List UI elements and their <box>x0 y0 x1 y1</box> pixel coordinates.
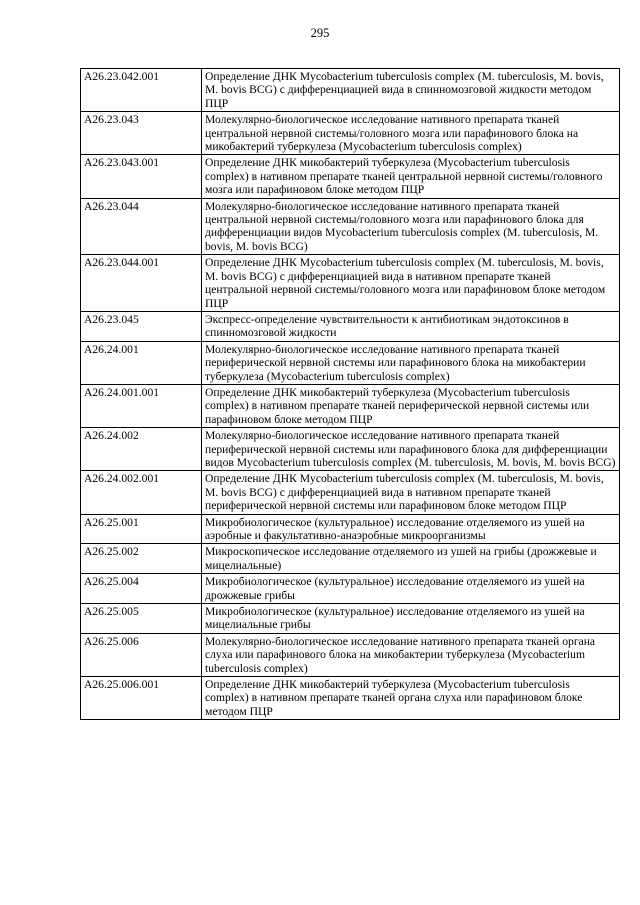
procedure-description: Молекулярно-биологическое исследование нативного препарата тканей периферической нервной системы или парафинового блока для дифференциации видов Mycobacterium tuberculosis complex (M. tuberculosis, M. bovis, M. bovis BCG) <box>202 428 620 471</box>
table-row <box>81 574 620 604</box>
procedure-description: Определение ДНК микобактерий туберкулеза (Mycobacterium tuberculosis complex) в нативном препарате тканей периферической нервной системы или парафиновом блоке методом ПЦР <box>202 384 620 427</box>
procedure-code: A26.23.045 <box>81 311 202 341</box>
table-row <box>81 428 620 471</box>
procedure-description: Экспресс-определение чувствительности к антибиотикам эндотоксинов в спинномозговой жидкости <box>202 311 620 341</box>
table-row <box>81 677 620 720</box>
table-row <box>81 604 620 634</box>
table-row <box>81 633 620 676</box>
procedure-description: Молекулярно-биологическое исследование нативного препарата тканей периферической нервной системы или парафинового блока на микобактерии туберкулеза (Mycobacterium tuberculosis complex) <box>202 341 620 384</box>
table-row <box>81 198 620 255</box>
procedure-code: A26.24.002.001 <box>81 471 202 514</box>
table-row <box>81 112 620 155</box>
procedure-code: A26.24.002 <box>81 428 202 471</box>
procedure-description: Молекулярно-биологическое исследование нативного препарата тканей центральной нервной системы/головного мозга или парафинового блока на микобактерий туберкулеза (Mycobacterium tuberculosis complex) <box>202 112 620 155</box>
table-row <box>81 384 620 427</box>
procedure-description: Микроскопическое исследование отделяемого из ушей на грибы (дрожжевые и мицелиальные) <box>202 544 620 574</box>
procedure-code: A26.25.004 <box>81 574 202 604</box>
procedure-code: A26.25.001 <box>81 514 202 544</box>
table-row <box>81 255 620 312</box>
procedure-code: A26.25.006.001 <box>81 677 202 720</box>
procedure-description: Микробиологическое (культуральное) исследование отделяемого из ушей на мицелиальные грибы <box>202 604 620 634</box>
procedure-description: Определение ДНК Mycobacterium tuberculosis complex (M. tuberculosis, M. bovis, M. bovis BCG) с дифференциацией вида в нативном препарате тканей центральной нервной системы/головного мозга или парафиновом блоке методом ПЦР <box>202 255 620 312</box>
procedure-code: A26.23.042.001 <box>81 69 202 112</box>
procedure-code: A26.23.044 <box>81 198 202 255</box>
procedure-code: A26.24.001.001 <box>81 384 202 427</box>
procedures-table-body <box>81 69 620 720</box>
procedure-code: A26.23.043.001 <box>81 155 202 198</box>
procedure-code: A26.24.001 <box>81 341 202 384</box>
table-row <box>81 471 620 514</box>
procedure-code: A26.25.005 <box>81 604 202 634</box>
procedure-code: A26.25.002 <box>81 544 202 574</box>
procedure-description: Определение ДНК Mycobacterium tuberculosis complex (M. tuberculosis, M. bovis, M. bovis BCG) с дифференциацией вида в спинномозговой жидкости методом ПЦР <box>202 69 620 112</box>
table-row <box>81 544 620 574</box>
table-row <box>81 311 620 341</box>
table-row <box>81 341 620 384</box>
procedure-description: Определение ДНК микобактерий туберкулеза (Mycobacterium tuberculosis complex) в нативном препарате тканей органа слуха или парафиновом блоке методом ПЦР <box>202 677 620 720</box>
page-number: 295 <box>310 26 330 40</box>
procedures-table <box>80 68 620 720</box>
procedure-description: Микробиологическое (культуральное) исследование отделяемого из ушей на дрожжевые грибы <box>202 574 620 604</box>
procedure-description: Микробиологическое (культуральное) исследование отделяемого из ушей на аэробные и факультативно-анаэробные микроорганизмы <box>202 514 620 544</box>
procedure-code: A26.23.044.001 <box>81 255 202 312</box>
table-row <box>81 514 620 544</box>
procedure-description: Определение ДНК микобактерий туберкулеза (Mycobacterium tuberculosis complex) в нативном препарате тканей центральной нервной системы/головного мозга или парафиновом блоке методом ПЦР <box>202 155 620 198</box>
procedure-code: A26.23.043 <box>81 112 202 155</box>
table-row <box>81 69 620 112</box>
procedure-description: Определение ДНК Mycobacterium tuberculosis complex (M. tuberculosis, M. bovis, M. bovis BCG) с дифференциацией вида в нативном препарате тканей периферической нервной системы или парафиновом блоке методом ПЦР <box>202 471 620 514</box>
procedure-description: Молекулярно-биологическое исследование нативного препарата тканей органа слуха или парафинового блока на микобактерии туберкулеза (Mycobacterium tuberculosis complex) <box>202 633 620 676</box>
table-row <box>81 155 620 198</box>
procedure-description: Молекулярно-биологическое исследование нативного препарата тканей центральной нервной системы/головного мозга или парафинового блока для дифференциации видов Mycobacterium tuberculosis complex (M. tuberculosis, M. bovis, M. bovis BCG) <box>202 198 620 255</box>
procedure-code: A26.25.006 <box>81 633 202 676</box>
